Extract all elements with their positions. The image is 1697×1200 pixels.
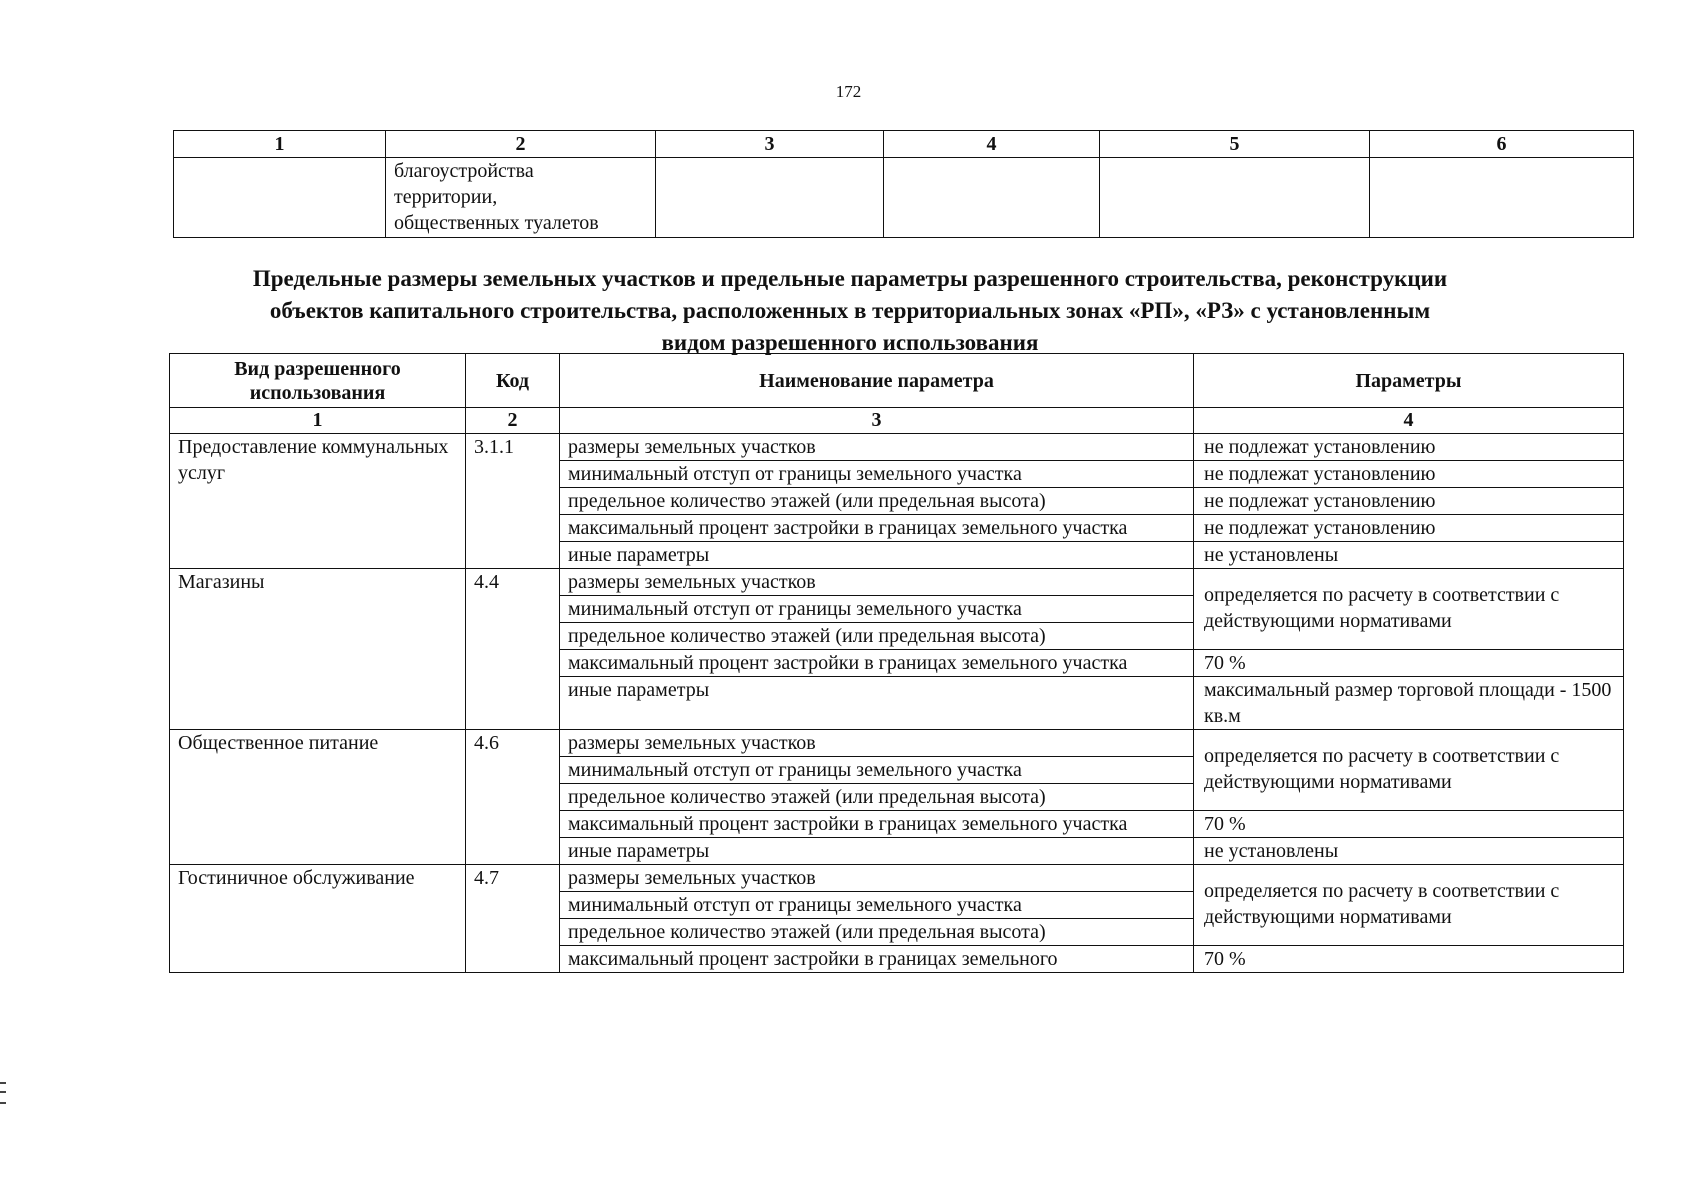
param-name-cell: размеры земельных участков: [560, 434, 1194, 461]
code-cell: 4.6: [466, 730, 560, 865]
param-value-cell: максимальный размер торговой площади - 1500 кв.м: [1194, 677, 1624, 730]
param-name-cell: максимальный процент застройки в границах земельного участка: [560, 650, 1194, 677]
table-row: [170, 569, 1624, 596]
param-value-cell: не подлежат установлению: [1194, 434, 1624, 461]
use-type-cell: Общественное питание: [170, 730, 466, 865]
cell-c4: [884, 158, 1100, 238]
page-number: 172: [835, 82, 862, 101]
cell-c2-line: общественных туалетов: [394, 212, 599, 234]
param-name-cell: максимальный процент застройки в границах земельного: [560, 946, 1194, 973]
col-header-5: 5: [1100, 131, 1370, 158]
param-name-cell: иные параметры: [560, 838, 1194, 865]
section-title: [150, 263, 1550, 359]
param-name-cell: максимальный процент застройки в границах земельного участка: [560, 515, 1194, 542]
margin-mark: [0, 1082, 6, 1104]
param-name-cell: предельное количество этажей (или предельная высота): [560, 488, 1194, 515]
use-type-cell: Магазины: [170, 569, 466, 730]
param-name-cell: предельное количество этажей (или предельная высота): [560, 919, 1194, 946]
col-header-1: 1: [174, 131, 386, 158]
col-header-2: 2: [386, 131, 656, 158]
param-value-cell: 70 %: [1194, 946, 1624, 973]
header-use-type: Вид разрешенного использования: [170, 354, 466, 408]
parameters-table: [169, 353, 1624, 973]
section-title-line: Предельные размеры земельных участков и предельные параметры разрешенного строительства, реконструкции: [252, 266, 1448, 291]
cell-c5: [1100, 158, 1370, 238]
col-header-6: 6: [1370, 131, 1634, 158]
param-value-cell: не установлены: [1194, 542, 1624, 569]
param-name-cell: размеры земельных участков: [560, 569, 1194, 596]
col-header-4: 4: [884, 131, 1100, 158]
continuation-header-row: [174, 131, 1634, 158]
cell-c2: [386, 158, 656, 238]
param-name-cell: минимальный отступ от границы земельного участка: [560, 757, 1194, 784]
param-value-cell: определяется по расчету в соответствии с действующими нормативами: [1194, 865, 1624, 946]
header-code: Код: [466, 354, 560, 408]
continuation-table: [173, 130, 1634, 238]
section-title-line: объектов капитального строительства, расположенных в территориальных зонах «РП», «РЗ» с установленным: [269, 298, 1431, 323]
table-row: [170, 865, 1624, 892]
cell-c6: [1370, 158, 1634, 238]
use-type-cell: Предоставление коммунальных услуг: [170, 434, 466, 569]
col-number-3: 3: [560, 408, 1194, 434]
section-title-line: видом разрешенного использования: [661, 330, 1039, 355]
col-header-3: 3: [656, 131, 884, 158]
param-name-cell: иные параметры: [560, 542, 1194, 569]
header-params: Параметры: [1194, 354, 1624, 408]
use-type-cell: Гостиничное обслуживание: [170, 865, 466, 973]
cell-c2-line: благоустройства: [394, 160, 534, 182]
param-value-cell: не подлежат установлению: [1194, 515, 1624, 542]
cell-c1: [174, 158, 386, 238]
col-number-4: 4: [1194, 408, 1624, 434]
param-value-cell: 70 %: [1194, 811, 1624, 838]
param-name-cell: иные параметры: [560, 677, 1194, 730]
header-param-name: Наименование параметра: [560, 354, 1194, 408]
continuation-row: [174, 158, 1634, 238]
param-value-cell: определяется по расчету в соответствии с действующими нормативами: [1194, 730, 1624, 811]
param-name-cell: размеры земельных участков: [560, 865, 1194, 892]
table-row: [170, 730, 1624, 757]
param-name-cell: предельное количество этажей (или предельная высота): [560, 784, 1194, 811]
cell-c2-line: территории,: [394, 186, 498, 208]
param-name-cell: максимальный процент застройки в границах земельного участка: [560, 811, 1194, 838]
param-value-cell: определяется по расчету в соответствии с действующими нормативами: [1194, 569, 1624, 650]
table-header-row: [170, 354, 1624, 408]
param-value-cell: 70 %: [1194, 650, 1624, 677]
code-cell: 4.7: [466, 865, 560, 973]
code-cell: 3.1.1: [466, 434, 560, 569]
param-name-cell: минимальный отступ от границы земельного участка: [560, 461, 1194, 488]
col-number-1: 1: [170, 408, 466, 434]
cell-c3: [656, 158, 884, 238]
param-name-cell: минимальный отступ от границы земельного участка: [560, 892, 1194, 919]
col-number-2: 2: [466, 408, 560, 434]
param-name-cell: предельное количество этажей (или предельная высота): [560, 623, 1194, 650]
param-value-cell: не подлежат установлению: [1194, 488, 1624, 515]
param-value-cell: не подлежат установлению: [1194, 461, 1624, 488]
param-name-cell: минимальный отступ от границы земельного участка: [560, 596, 1194, 623]
code-cell: 4.4: [466, 569, 560, 730]
column-number-row: [170, 408, 1624, 434]
param-name-cell: размеры земельных участков: [560, 730, 1194, 757]
param-value-cell: не установлены: [1194, 838, 1624, 865]
table-row: [170, 434, 1624, 461]
